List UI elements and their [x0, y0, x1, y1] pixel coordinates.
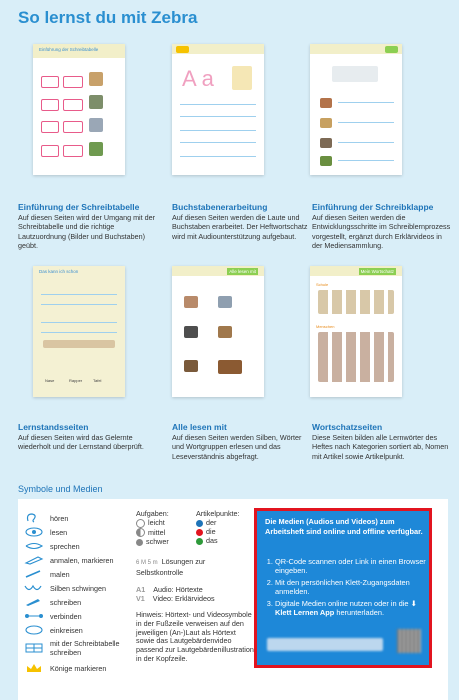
- symbol-schreiben: schreiben: [24, 597, 81, 607]
- media-info-box: [254, 508, 432, 668]
- symbol-schreibtabelle: mit der Schreibtabelle schreiben: [24, 639, 134, 657]
- section-title-schreibtabelle: Einführung der Schreibtabelle: [18, 202, 140, 212]
- thumbnail-wortschatz: Mein Wortschatz Schule Menschen: [310, 266, 402, 397]
- ear-icon: [24, 513, 44, 523]
- section-title-wortschatz: Wortschatzseiten: [312, 422, 383, 432]
- media-link[interactable]: [267, 638, 383, 651]
- connect-icon: [24, 611, 44, 621]
- section-title-schreibklappe: Einführung der Schreibklappe: [312, 202, 434, 212]
- table-icon: [24, 643, 44, 653]
- eye-icon: [24, 527, 44, 537]
- brush-icon: [24, 569, 44, 579]
- thumbnail-buchstaben: A a: [172, 44, 264, 175]
- section-text-wortschatz: Diese Seiten bilden alle Lernwörter des Heftes nach Kategorien sortiert ab, Nomen mit Artikel sowie Artikelpunkt.: [312, 433, 449, 461]
- crown-icon: [24, 663, 44, 673]
- section-title-alle-lesen: Alle lesen mit: [172, 422, 227, 432]
- download-icon: ⬇: [410, 598, 417, 608]
- symbol-silben: Silben schwingen: [24, 583, 106, 593]
- symbol-verbinden: verbinden: [24, 611, 82, 621]
- media-codes: A1 Audio: Hörtexte V1 Video: Erklärvideos: [136, 585, 215, 603]
- symbol-hoeren: hören: [24, 513, 68, 523]
- level-hard-icon: [136, 539, 143, 546]
- media-heading: Die Medien (Audios und Videos) zum Arbeitsheft sind online und offline verfügbar.: [265, 517, 423, 536]
- das-dot-icon: [196, 538, 203, 545]
- der-dot-icon: [196, 520, 203, 527]
- aufgaben-block: Aufgaben: leicht mittel schwer: [136, 509, 169, 547]
- die-dot-icon: [196, 529, 203, 536]
- syllable-arc-icon: [24, 583, 44, 593]
- thumbnail-schreibklappe: [310, 44, 402, 175]
- section-title-lernstand: Lernstandsseiten: [18, 422, 89, 432]
- level-medium-icon: [136, 528, 145, 537]
- thumbnail-lernstand: Das kann ich schon Nase Rapper Tafel: [33, 266, 125, 397]
- pencil-icon: [24, 597, 44, 607]
- thumbnail-alle-lesen: Alle lesen mit: [172, 266, 264, 397]
- mouth-icon: [24, 541, 44, 551]
- kontrolle-block: 6 M 5 m Lösungen zur Selbstkontrolle: [136, 557, 206, 577]
- section-text-schreibtabelle: Auf diesen Seiten wird der Umgang mit der Schreibtabelle und die richtige Lautzuordnung (Bilder und Buchstaben) geübt.: [18, 213, 156, 251]
- qr-code-icon[interactable]: [397, 629, 421, 653]
- media-step-2: 2. Mit den persönlichen Klett-Zugangsdaten anmelden.: [275, 578, 433, 597]
- page-title: So lernst du mit Zebra: [18, 8, 198, 27]
- symbol-sprechen: sprechen: [24, 541, 80, 551]
- symbol-lesen: lesen: [24, 527, 67, 537]
- artikel-block: Artikelpunkte: der die das: [196, 509, 240, 545]
- media-step-1: 1. QR-Code scannen oder Link in einen Browser eingeben.: [275, 557, 433, 576]
- level-easy-icon: [136, 519, 145, 528]
- hinweis-text: Hinweis: Hörtext- und Videosymbole in der Fußzeile verweisen auf den jeweiligen (An-)Laut als Hörtext sowie das Lautgebärdenvideo passend zur Lautgebärdenillustration in der Kopfzeile.: [136, 610, 254, 663]
- media-step-3: 3. Digitale Medien online nutzen oder in die ⬇ Klett Lernen App herunterladen.: [275, 599, 433, 618]
- thumbnail-schreibtabelle: Einführung der Schreibtabelle: [33, 44, 125, 175]
- symbol-koenige: Könige markieren: [24, 663, 106, 673]
- section-title-buchstaben: Buchstabenerarbeitung: [172, 202, 268, 212]
- section-text-alle-lesen: Auf diesen Seiten werden Silben, Wörter und Wortgruppen erlesen und das Leseverständnis abgefragt.: [172, 433, 302, 461]
- circle-icon: [24, 625, 44, 635]
- section-text-lernstand: Auf diesen Seiten wird das Gelernte wiederholt und der Lernstand überprüft.: [18, 433, 144, 452]
- marker-icon: [24, 555, 44, 565]
- media-steps: [265, 557, 433, 619]
- symbol-malen: malen: [24, 569, 70, 579]
- symbols-title: Symbole und Medien: [18, 484, 103, 494]
- section-text-schreibklappe: Auf diesen Seiten werden die Entwicklungsschritte im Schreiblernprozess vorgestellt, ergänzt durch Erklärvideos in der Mediensammlung.: [312, 213, 451, 251]
- section-text-buchstaben: Auf diesen Seiten werden die Laute und Buchstaben erarbeitet. Der Heftwortschatz wird mit Audiounterstützung aufgebaut.: [172, 213, 308, 241]
- symbol-anmalen: anmalen, markieren: [24, 555, 114, 565]
- symbol-einkreisen: einkreisen: [24, 625, 83, 635]
